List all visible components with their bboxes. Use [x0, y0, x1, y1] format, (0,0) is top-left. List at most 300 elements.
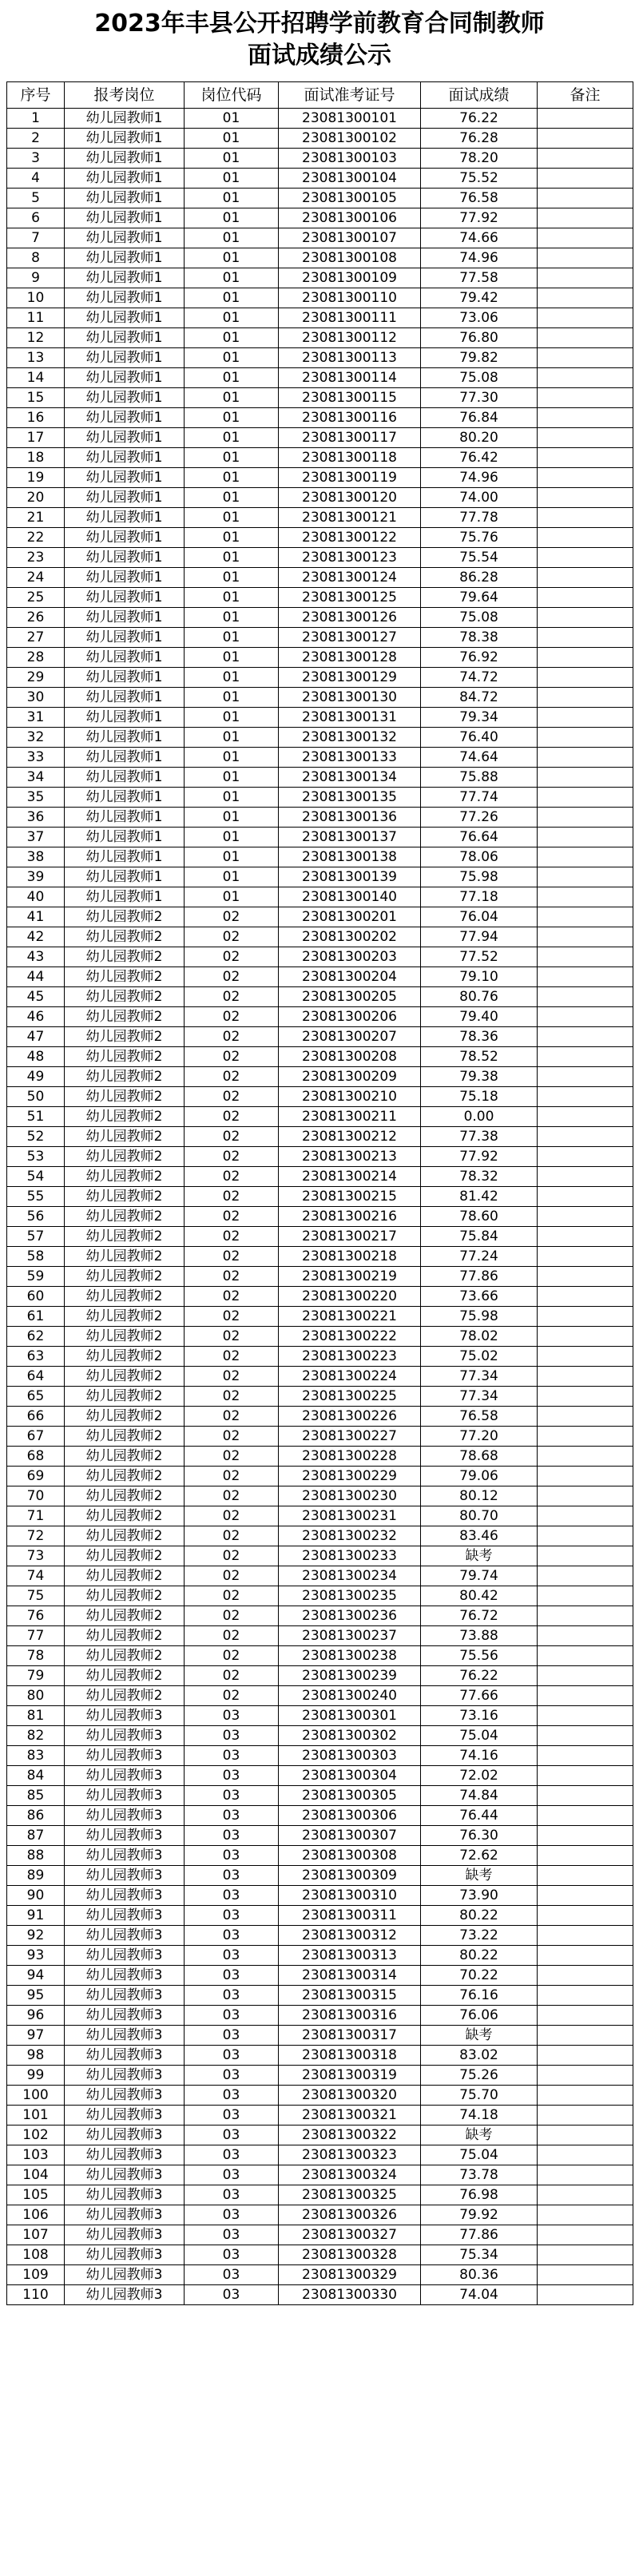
- table-row: [7, 708, 633, 728]
- cell-position-code: 01: [185, 248, 279, 268]
- cell-ticket-number: 23081300138: [279, 847, 421, 867]
- cell-position: 幼儿园教师2: [65, 1067, 185, 1087]
- cell-index: 17: [7, 428, 65, 448]
- cell-remarks: [538, 1506, 633, 1526]
- table-row: [7, 1806, 633, 1826]
- cell-position: 幼儿园教师3: [65, 2185, 185, 2205]
- cell-remarks: [538, 1267, 633, 1287]
- cell-remarks: [538, 1786, 633, 1806]
- table-row: [7, 1926, 633, 1946]
- cell-ticket-number: 23081300112: [279, 328, 421, 348]
- cell-score: 缺考: [421, 2026, 538, 2046]
- table-row: [7, 768, 633, 788]
- cell-index: 62: [7, 1327, 65, 1347]
- cell-ticket-number: 23081300230: [279, 1486, 421, 1506]
- cell-index: 107: [7, 2225, 65, 2245]
- table-row: [7, 1706, 633, 1726]
- cell-score: 79.92: [421, 2205, 538, 2225]
- cell-index: 24: [7, 568, 65, 588]
- cell-position: 幼儿园教师3: [65, 2165, 185, 2185]
- cell-position-code: 01: [185, 568, 279, 588]
- cell-position: 幼儿园教师3: [65, 1926, 185, 1946]
- cell-ticket-number: 23081300111: [279, 308, 421, 328]
- cell-index: 61: [7, 1307, 65, 1327]
- table-row: [7, 2265, 633, 2285]
- header-score: 面试成绩: [421, 82, 538, 109]
- cell-index: 4: [7, 169, 65, 189]
- cell-ticket-number: 23081300208: [279, 1047, 421, 1067]
- cell-score: 74.00: [421, 488, 538, 508]
- table-row: [7, 728, 633, 748]
- cell-position: 幼儿园教师2: [65, 1367, 185, 1387]
- cell-position: 幼儿园教师3: [65, 2006, 185, 2026]
- cell-remarks: [538, 967, 633, 987]
- cell-ticket-number: 23081300211: [279, 1107, 421, 1127]
- cell-remarks: [538, 568, 633, 588]
- cell-ticket-number: 23081300115: [279, 388, 421, 408]
- cell-remarks: [538, 328, 633, 348]
- cell-position: 幼儿园教师2: [65, 1347, 185, 1367]
- cell-ticket-number: 23081300130: [279, 688, 421, 708]
- cell-score: 86.28: [421, 568, 538, 588]
- cell-remarks: [538, 288, 633, 308]
- cell-position-code: 03: [185, 1986, 279, 2006]
- cell-score: 缺考: [421, 2125, 538, 2145]
- cell-position: 幼儿园教师3: [65, 2285, 185, 2305]
- cell-score: 73.06: [421, 308, 538, 328]
- cell-score: 77.20: [421, 1427, 538, 1447]
- cell-score: 78.20: [421, 149, 538, 169]
- cell-remarks: [538, 1826, 633, 1846]
- cell-index: 59: [7, 1267, 65, 1287]
- cell-position-code: 01: [185, 208, 279, 228]
- cell-ticket-number: 23081300231: [279, 1506, 421, 1526]
- table-row: [7, 1067, 633, 1087]
- cell-ticket-number: 23081300311: [279, 1906, 421, 1926]
- cell-score: 74.96: [421, 248, 538, 268]
- cell-position-code: 02: [185, 1566, 279, 1586]
- cell-remarks: [538, 1946, 633, 1966]
- cell-position-code: 01: [185, 169, 279, 189]
- table-row: [7, 1187, 633, 1207]
- cell-score: 76.28: [421, 129, 538, 149]
- cell-position-code: 02: [185, 1347, 279, 1367]
- cell-position: 幼儿园教师3: [65, 2026, 185, 2046]
- table-row: [7, 348, 633, 368]
- table-row: [7, 1307, 633, 1327]
- cell-index: 29: [7, 668, 65, 688]
- cell-ticket-number: 23081300113: [279, 348, 421, 368]
- cell-index: 87: [7, 1826, 65, 1846]
- cell-ticket-number: 23081300326: [279, 2205, 421, 2225]
- table-row: [7, 1427, 633, 1447]
- cell-index: 63: [7, 1347, 65, 1367]
- cell-score: 80.22: [421, 1946, 538, 1966]
- cell-position: 幼儿园教师1: [65, 568, 185, 588]
- cell-position: 幼儿园教师1: [65, 668, 185, 688]
- cell-index: 98: [7, 2046, 65, 2066]
- cell-position: 幼儿园教师3: [65, 2225, 185, 2245]
- cell-score: 76.16: [421, 1986, 538, 2006]
- cell-score: 79.34: [421, 708, 538, 728]
- cell-position-code: 01: [185, 808, 279, 828]
- cell-position-code: 02: [185, 1447, 279, 1467]
- cell-ticket-number: 23081300124: [279, 568, 421, 588]
- cell-position-code: 02: [185, 1646, 279, 1666]
- cell-score: 75.02: [421, 1347, 538, 1367]
- cell-remarks: [538, 1486, 633, 1506]
- cell-position-code: 01: [185, 388, 279, 408]
- cell-position: 幼儿园教师2: [65, 1147, 185, 1167]
- cell-position-code: 02: [185, 1626, 279, 1646]
- cell-index: 105: [7, 2185, 65, 2205]
- cell-position-code: 01: [185, 748, 279, 768]
- table-row: [7, 2165, 633, 2185]
- cell-index: 79: [7, 1666, 65, 1686]
- cell-remarks: [538, 1387, 633, 1407]
- cell-ticket-number: 23081300329: [279, 2265, 421, 2285]
- cell-ticket-number: 23081300224: [279, 1367, 421, 1387]
- cell-index: 26: [7, 608, 65, 628]
- cell-index: 75: [7, 1586, 65, 1606]
- cell-position-code: 03: [185, 1846, 279, 1866]
- cell-position: 幼儿园教师2: [65, 1646, 185, 1666]
- cell-position-code: 01: [185, 768, 279, 788]
- cell-position-code: 02: [185, 927, 279, 947]
- cell-position: 幼儿园教师2: [65, 1626, 185, 1646]
- cell-position-code: 02: [185, 1506, 279, 1526]
- cell-score: 79.82: [421, 348, 538, 368]
- cell-index: 95: [7, 1986, 65, 2006]
- cell-position-code: 03: [185, 1786, 279, 1806]
- cell-score: 76.22: [421, 109, 538, 129]
- cell-ticket-number: 23081300234: [279, 1566, 421, 1586]
- cell-position-code: 01: [185, 628, 279, 648]
- cell-position: 幼儿园教师3: [65, 2086, 185, 2106]
- cell-position-code: 02: [185, 967, 279, 987]
- table-row: [7, 1906, 633, 1926]
- table-body: [7, 109, 633, 2305]
- cell-position: 幼儿园教师1: [65, 228, 185, 248]
- table-row: [7, 2006, 633, 2026]
- cell-position-code: 03: [185, 2106, 279, 2125]
- cell-score: 80.12: [421, 1486, 538, 1506]
- cell-position: 幼儿园教师3: [65, 1706, 185, 1726]
- cell-position-code: 01: [185, 648, 279, 668]
- cell-remarks: [538, 1327, 633, 1347]
- cell-ticket-number: 23081300136: [279, 808, 421, 828]
- cell-ticket-number: 23081300116: [279, 408, 421, 428]
- cell-position: 幼儿园教师2: [65, 1566, 185, 1586]
- cell-index: 35: [7, 788, 65, 808]
- cell-score: 78.36: [421, 1027, 538, 1047]
- cell-index: 3: [7, 149, 65, 169]
- cell-remarks: [538, 2225, 633, 2245]
- cell-position: 幼儿园教师1: [65, 748, 185, 768]
- cell-ticket-number: 23081300223: [279, 1347, 421, 1367]
- cell-ticket-number: 23081300330: [279, 2285, 421, 2305]
- cell-ticket-number: 23081300134: [279, 768, 421, 788]
- table-row: [7, 588, 633, 608]
- cell-ticket-number: 23081300327: [279, 2225, 421, 2245]
- cell-remarks: [538, 2125, 633, 2145]
- cell-position-code: 02: [185, 1227, 279, 1247]
- cell-index: 51: [7, 1107, 65, 1127]
- cell-score: 79.38: [421, 1067, 538, 1087]
- cell-ticket-number: 23081300117: [279, 428, 421, 448]
- cell-position-code: 01: [185, 788, 279, 808]
- cell-ticket-number: 23081300307: [279, 1826, 421, 1846]
- cell-index: 106: [7, 2205, 65, 2225]
- cell-remarks: [538, 1427, 633, 1447]
- table-row: [7, 987, 633, 1007]
- cell-position: 幼儿园教师1: [65, 508, 185, 528]
- cell-position-code: 03: [185, 2026, 279, 2046]
- cell-remarks: [538, 1886, 633, 1906]
- cell-ticket-number: 23081300104: [279, 169, 421, 189]
- cell-remarks: [538, 2185, 633, 2205]
- cell-position-code: 02: [185, 1187, 279, 1207]
- cell-remarks: [538, 887, 633, 907]
- cell-score: 75.54: [421, 548, 538, 568]
- table-row: [7, 2285, 633, 2305]
- cell-ticket-number: 23081300128: [279, 648, 421, 668]
- cell-index: 19: [7, 468, 65, 488]
- cell-ticket-number: 23081300312: [279, 1926, 421, 1946]
- table-row: [7, 1027, 633, 1047]
- cell-position-code: 02: [185, 1127, 279, 1147]
- cell-index: 11: [7, 308, 65, 328]
- cell-score: 75.34: [421, 2245, 538, 2265]
- table-row: [7, 189, 633, 208]
- cell-remarks: [538, 1526, 633, 1546]
- cell-remarks: [538, 109, 633, 129]
- cell-ticket-number: 23081300203: [279, 947, 421, 967]
- cell-index: 101: [7, 2106, 65, 2125]
- cell-position: 幼儿园教师1: [65, 608, 185, 628]
- table-row: [7, 1846, 633, 1866]
- table-row: [7, 1586, 633, 1606]
- table-row: [7, 288, 633, 308]
- cell-index: 88: [7, 1846, 65, 1866]
- cell-index: 64: [7, 1367, 65, 1387]
- cell-index: 38: [7, 847, 65, 867]
- cell-index: 43: [7, 947, 65, 967]
- table-row: [7, 927, 633, 947]
- cell-remarks: [538, 688, 633, 708]
- cell-position: 幼儿园教师1: [65, 688, 185, 708]
- table-row: [7, 208, 633, 228]
- cell-ticket-number: 23081300123: [279, 548, 421, 568]
- cell-score: 80.20: [421, 428, 538, 448]
- table-row: [7, 1367, 633, 1387]
- cell-position-code: 01: [185, 508, 279, 528]
- cell-ticket-number: 23081300122: [279, 528, 421, 548]
- cell-position-code: 01: [185, 828, 279, 847]
- cell-score: 81.42: [421, 1187, 538, 1207]
- cell-position: 幼儿园教师3: [65, 2265, 185, 2285]
- cell-ticket-number: 23081300131: [279, 708, 421, 728]
- table-row: [7, 1087, 633, 1107]
- cell-position-code: 03: [185, 1866, 279, 1886]
- cell-ticket-number: 23081300302: [279, 1726, 421, 1746]
- cell-position-code: 02: [185, 1107, 279, 1127]
- cell-remarks: [538, 1546, 633, 1566]
- cell-score: 72.62: [421, 1846, 538, 1866]
- cell-position-code: 01: [185, 468, 279, 488]
- cell-score: 77.26: [421, 808, 538, 828]
- cell-score: 78.02: [421, 1327, 538, 1347]
- cell-ticket-number: 23081300306: [279, 1806, 421, 1826]
- cell-ticket-number: 23081300120: [279, 488, 421, 508]
- cell-score: 79.06: [421, 1467, 538, 1486]
- cell-position-code: 02: [185, 1007, 279, 1027]
- cell-ticket-number: 23081300303: [279, 1746, 421, 1766]
- cell-score: 77.34: [421, 1387, 538, 1407]
- cell-position-code: 03: [185, 2285, 279, 2305]
- cell-position-code: 01: [185, 887, 279, 907]
- table-row: [7, 1566, 633, 1586]
- cell-position-code: 03: [185, 2006, 279, 2026]
- cell-score: 79.42: [421, 288, 538, 308]
- cell-position-code: 01: [185, 288, 279, 308]
- cell-position-code: 03: [185, 2145, 279, 2165]
- cell-index: 104: [7, 2165, 65, 2185]
- table-row: [7, 2245, 633, 2265]
- cell-index: 39: [7, 867, 65, 887]
- cell-position: 幼儿园教师2: [65, 1187, 185, 1207]
- table-row: [7, 947, 633, 967]
- cell-position-code: 01: [185, 328, 279, 348]
- table-row: [7, 1786, 633, 1806]
- cell-position: 幼儿园教师1: [65, 448, 185, 468]
- cell-ticket-number: 23081300216: [279, 1207, 421, 1227]
- cell-ticket-number: 23081300107: [279, 228, 421, 248]
- cell-position: 幼儿园教师1: [65, 288, 185, 308]
- cell-position-code: 02: [185, 1586, 279, 1606]
- cell-ticket-number: 23081300318: [279, 2046, 421, 2066]
- cell-index: 53: [7, 1147, 65, 1167]
- cell-position-code: 02: [185, 1387, 279, 1407]
- cell-position-code: 01: [185, 668, 279, 688]
- cell-index: 28: [7, 648, 65, 668]
- cell-ticket-number: 23081300126: [279, 608, 421, 628]
- table-row: [7, 1007, 633, 1027]
- cell-index: 40: [7, 887, 65, 907]
- cell-remarks: [538, 2165, 633, 2185]
- cell-position-code: 02: [185, 1427, 279, 1447]
- cell-position: 幼儿园教师2: [65, 1686, 185, 1706]
- cell-remarks: [538, 947, 633, 967]
- cell-score: 77.24: [421, 1247, 538, 1267]
- cell-index: 76: [7, 1606, 65, 1626]
- cell-position: 幼儿园教师3: [65, 1726, 185, 1746]
- cell-position-code: 02: [185, 1307, 279, 1327]
- table-row: [7, 1247, 633, 1267]
- cell-position-code: 03: [185, 1706, 279, 1726]
- cell-index: 60: [7, 1287, 65, 1307]
- cell-position: 幼儿园教师1: [65, 828, 185, 847]
- cell-ticket-number: 23081300232: [279, 1526, 421, 1546]
- cell-ticket-number: 23081300215: [279, 1187, 421, 1207]
- cell-position: 幼儿园教师2: [65, 1307, 185, 1327]
- cell-score: 76.72: [421, 1606, 538, 1626]
- cell-ticket-number: 23081300221: [279, 1307, 421, 1327]
- cell-score: 76.58: [421, 1407, 538, 1427]
- cell-ticket-number: 23081300235: [279, 1586, 421, 1606]
- cell-position-code: 03: [185, 2086, 279, 2106]
- cell-ticket-number: 23081300109: [279, 268, 421, 288]
- cell-position: 幼儿园教师2: [65, 1467, 185, 1486]
- cell-remarks: [538, 1067, 633, 1087]
- cell-remarks: [538, 448, 633, 468]
- cell-index: 31: [7, 708, 65, 728]
- cell-index: 45: [7, 987, 65, 1007]
- cell-index: 23: [7, 548, 65, 568]
- cell-score: 79.10: [421, 967, 538, 987]
- cell-ticket-number: 23081300102: [279, 129, 421, 149]
- cell-index: 10: [7, 288, 65, 308]
- cell-remarks: [538, 1167, 633, 1187]
- cell-index: 12: [7, 328, 65, 348]
- table-row: [7, 867, 633, 887]
- table-row: [7, 2205, 633, 2225]
- cell-ticket-number: 23081300238: [279, 1646, 421, 1666]
- cell-position: 幼儿园教师1: [65, 588, 185, 608]
- cell-remarks: [538, 129, 633, 149]
- cell-position-code: 02: [185, 1686, 279, 1706]
- cell-position: 幼儿园教师2: [65, 1167, 185, 1187]
- cell-score: 78.52: [421, 1047, 538, 1067]
- cell-score: 75.88: [421, 768, 538, 788]
- cell-score: 74.66: [421, 228, 538, 248]
- cell-position-code: 01: [185, 129, 279, 149]
- cell-position-code: 02: [185, 1546, 279, 1566]
- cell-ticket-number: 23081300323: [279, 2145, 421, 2165]
- cell-index: 73: [7, 1546, 65, 1566]
- cell-ticket-number: 23081300239: [279, 1666, 421, 1686]
- cell-position-code: 01: [185, 348, 279, 368]
- cell-index: 97: [7, 2026, 65, 2046]
- document-title: 2023年丰县公开招聘学前教育合同制教师: [94, 10, 545, 38]
- cell-score: 77.58: [421, 268, 538, 288]
- cell-index: 93: [7, 1946, 65, 1966]
- cell-remarks: [538, 628, 633, 648]
- cell-index: 82: [7, 1726, 65, 1746]
- cell-ticket-number: 23081300209: [279, 1067, 421, 1087]
- cell-index: 66: [7, 1407, 65, 1427]
- cell-remarks: [538, 708, 633, 728]
- cell-index: 92: [7, 1926, 65, 1946]
- cell-remarks: [538, 788, 633, 808]
- cell-position: 幼儿园教师2: [65, 967, 185, 987]
- cell-ticket-number: 23081300119: [279, 468, 421, 488]
- header-position: 报考岗位: [65, 82, 185, 109]
- cell-index: 47: [7, 1027, 65, 1047]
- cell-index: 67: [7, 1427, 65, 1447]
- cell-ticket-number: 23081300324: [279, 2165, 421, 2185]
- cell-position-code: 03: [185, 2265, 279, 2285]
- cell-index: 16: [7, 408, 65, 428]
- cell-ticket-number: 23081300313: [279, 1946, 421, 1966]
- cell-ticket-number: 23081300320: [279, 2086, 421, 2106]
- cell-position: 幼儿园教师1: [65, 348, 185, 368]
- cell-ticket-number: 23081300118: [279, 448, 421, 468]
- cell-position-code: 02: [185, 947, 279, 967]
- cell-position: 幼儿园教师1: [65, 149, 185, 169]
- cell-index: 108: [7, 2245, 65, 2265]
- cell-position: 幼儿园教师2: [65, 1606, 185, 1626]
